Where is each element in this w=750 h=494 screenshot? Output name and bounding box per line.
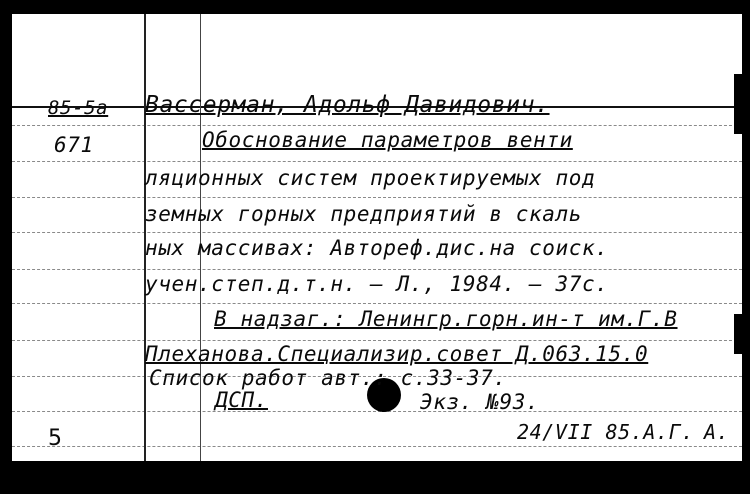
text-line: Плеханова.Специализир.совет Д.063.15.0 <box>145 342 649 366</box>
author-line: Вассерман, Адольф Давидович. <box>145 92 550 118</box>
text-line: В надзаг.: Ленингр.горн.ин-т им.Г.В <box>214 307 678 331</box>
rule-line <box>12 161 742 162</box>
date-note: 24/VII 85.А.Г. <box>517 420 694 444</box>
rule-line <box>12 411 742 412</box>
catalog-card <box>12 14 742 461</box>
initial-note: А. <box>704 420 730 444</box>
rule-line <box>12 269 742 270</box>
rule-line <box>12 197 742 198</box>
rule-line <box>12 446 742 447</box>
text-line: ДСП. <box>215 388 268 412</box>
sub-number: 671 <box>54 133 94 157</box>
edge-mark <box>734 314 742 354</box>
call-number: 85-5а <box>48 97 109 119</box>
rule-line <box>12 340 742 341</box>
text-line: земных горных предприятий в скаль <box>145 202 583 226</box>
corner-mark: 5 <box>48 426 63 451</box>
title-line: Обоснование параметров венти <box>202 128 573 152</box>
edge-mark <box>734 74 742 134</box>
rule-line <box>12 232 742 233</box>
text-line: учен.степ.д.т.н. – Л., 1984. – 37с. <box>145 272 609 296</box>
text-line: ляционных систем проектируемых под <box>145 166 596 190</box>
text-line: ных массивах: Автореф.дис.на соиск. <box>145 236 609 260</box>
copy-number: Экз. №93. <box>420 390 540 414</box>
rule-line <box>12 125 742 126</box>
rule-line <box>12 303 742 304</box>
text-line: Список работ авт.: с.33-37. <box>149 366 507 390</box>
